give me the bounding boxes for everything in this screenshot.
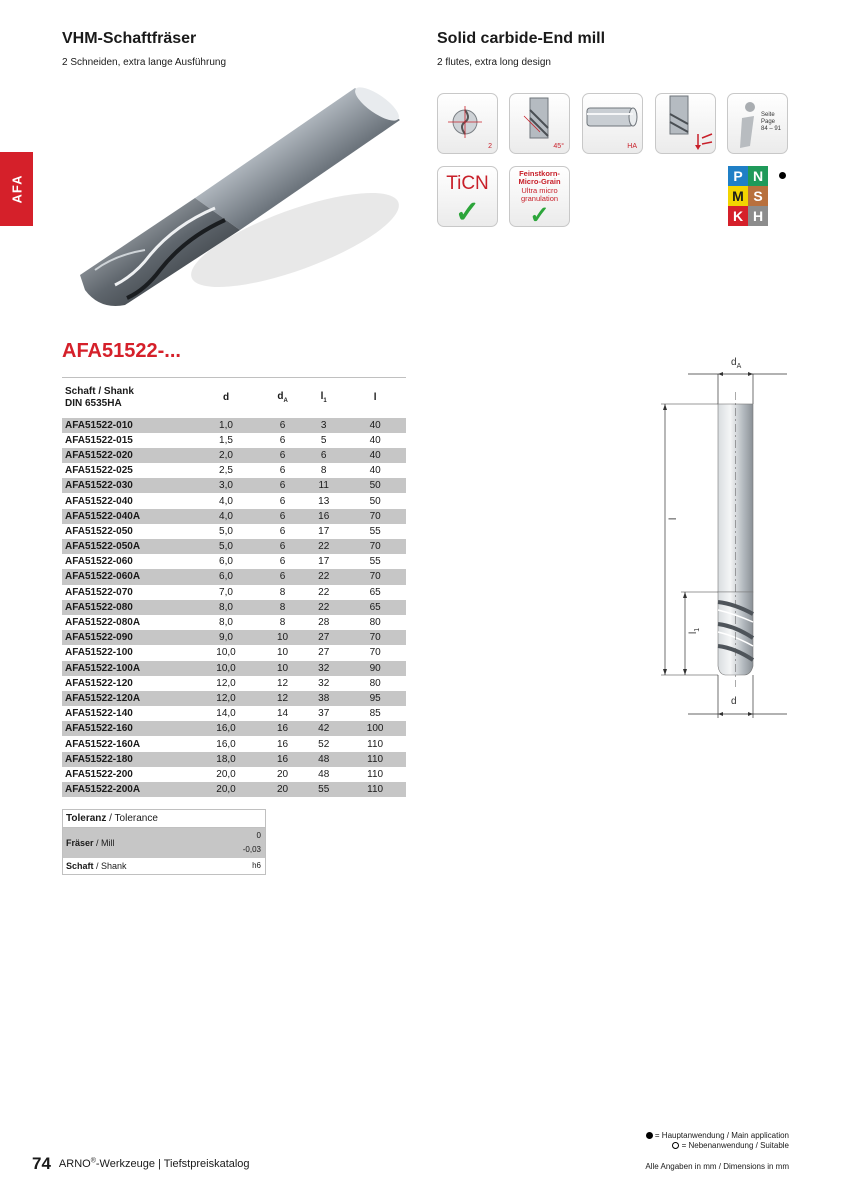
table-row — [62, 630, 406, 645]
footer-catalog: 74 ARNO®-Werkzeuge | Tiefstpreiskatalog — [32, 1154, 250, 1173]
cell-l: 85 — [369, 708, 381, 720]
cell-da: 16 — [262, 752, 303, 767]
cell-l1: 52 — [318, 738, 330, 750]
mill-upper-tolerance: 0 — [256, 831, 261, 840]
cell-l1: 3 — [303, 418, 344, 433]
tolerance-mill-row: Fräser / Mill 0 -0,03 — [63, 828, 265, 858]
cell-da: 12 — [277, 677, 289, 689]
cell-l1: 32 — [303, 661, 344, 676]
cell-code: AFA51522-100A — [62, 661, 190, 676]
cell-l1: 16 — [303, 509, 344, 524]
cell-da: 6 — [279, 525, 286, 537]
cell-da: 10 — [277, 647, 289, 659]
cell-code: AFA51522-120 — [65, 677, 133, 689]
subtitle-german: 2 Schneiden, extra lange Ausführung — [62, 57, 227, 68]
cell-code: AFA51522-140 — [65, 708, 133, 720]
cell-l1: 13 — [318, 495, 330, 507]
material-p: P — [728, 166, 748, 186]
dim-label-da: $d_A$ — [731, 357, 742, 370]
material-h: H — [748, 206, 788, 226]
legend — [646, 1131, 789, 1151]
check-icon: ✓ — [454, 196, 481, 227]
cell-code: AFA51522-080A — [65, 617, 141, 629]
cell-da: 6 — [262, 539, 303, 554]
cell-code: AFA51522-200 — [65, 768, 133, 780]
cell-l: 100 — [344, 721, 406, 736]
milling-direction-icon — [655, 93, 716, 154]
dim-label-l: l — [668, 517, 679, 520]
cell-da: 6 — [262, 569, 303, 584]
column-header-l1: $l_1$ — [303, 378, 344, 418]
material-groups — [728, 166, 788, 226]
column-header-l: l — [344, 378, 406, 418]
table-row — [62, 676, 406, 691]
cell-da: 8 — [279, 586, 286, 598]
cell-code: AFA51522-030 — [62, 478, 190, 493]
cell-l1: 6 — [303, 448, 344, 463]
filled-dot-icon — [646, 1132, 653, 1139]
cell-l1: 28 — [318, 617, 330, 629]
cell-code: AFA51522-080 — [62, 600, 190, 615]
cell-l: 110 — [367, 738, 384, 750]
material-k: K — [728, 206, 748, 226]
cell-da: 6 — [262, 418, 303, 433]
cell-l: 70 — [344, 630, 406, 645]
section-tab — [0, 152, 33, 226]
material-s: S — [748, 186, 788, 206]
table-row — [62, 448, 406, 463]
table-row — [62, 706, 406, 721]
table-row — [62, 585, 406, 600]
cell-da: 20 — [262, 782, 303, 797]
cell-l1: 17 — [318, 525, 330, 537]
cell-l: 110 — [344, 752, 406, 767]
article-number: AFA51522-... — [62, 340, 181, 362]
cell-code: AFA51522-050A — [62, 539, 190, 554]
tolerance-header: Toleranz / Tolerance — [63, 810, 265, 828]
cell-l: 80 — [369, 677, 381, 689]
dim-label-d: d — [731, 696, 737, 707]
cell-l: 50 — [344, 478, 406, 493]
cell-d: 6,0 — [219, 556, 233, 568]
table-row — [62, 554, 406, 569]
cell-l1: 37 — [318, 708, 330, 720]
cell-l: 70 — [369, 647, 381, 659]
cell-d: 12,0 — [190, 691, 262, 706]
cell-code: AFA51522-090 — [62, 630, 190, 645]
cell-d: 7,0 — [219, 586, 233, 598]
technical-drawing — [655, 352, 795, 732]
title-english: Solid carbide-End mill — [437, 30, 606, 47]
cell-d: 8,0 — [219, 617, 233, 629]
table-row — [62, 418, 406, 433]
table-row — [62, 782, 406, 797]
material-n: N — [748, 166, 788, 186]
material-m: M — [728, 186, 748, 206]
cell-da: 8 — [262, 600, 303, 615]
table-row — [62, 645, 406, 660]
cell-da: 6 — [279, 465, 286, 477]
column-header-d: d — [190, 378, 262, 418]
table-header-row — [62, 378, 406, 418]
table-row — [62, 524, 406, 539]
helix-angle-icon — [509, 93, 570, 154]
cell-d: 1,5 — [219, 434, 233, 446]
cell-d: 12,0 — [216, 677, 236, 689]
cell-d: 18,0 — [190, 752, 262, 767]
tolerance-shank-row: Schaft / Shank h6 — [66, 861, 261, 871]
cell-l: 70 — [344, 539, 406, 554]
subtitle-english: 2 flutes, extra long design — [437, 57, 551, 68]
end-mill-photo — [55, 80, 415, 320]
cell-l: 95 — [344, 691, 406, 706]
cell-d: 6,0 — [190, 569, 262, 584]
cell-l1: 22 — [318, 586, 330, 598]
table-row — [62, 736, 406, 751]
cell-da: 10 — [262, 661, 303, 676]
dim-label-l1: $l_1$ — [688, 627, 701, 634]
mill-lower-tolerance: -0,03 — [242, 845, 261, 854]
cell-d: 5,0 — [190, 539, 262, 554]
cell-l1: 22 — [303, 539, 344, 554]
table-row — [62, 600, 406, 615]
shank-tolerance: h6 — [252, 861, 261, 870]
cell-l1: 42 — [303, 721, 344, 736]
legend-suitable: = Nebenanwendung / Suitable — [646, 1141, 789, 1151]
cell-da: 16 — [277, 738, 289, 750]
helix-angle-caption: 45° — [553, 143, 564, 150]
section-tab-label: AFA — [9, 174, 24, 204]
tolerance-table — [62, 809, 266, 875]
legend-main: = Hauptanwendung / Main application — [646, 1131, 789, 1141]
cell-d: 9,0 — [190, 630, 262, 645]
table-row — [62, 539, 406, 554]
cell-l: 65 — [369, 586, 381, 598]
cell-l1: 22 — [303, 600, 344, 615]
footer-dimension-note: Alle Angaben in mm / Dimensions in mm — [645, 1162, 789, 1171]
cell-d: 2,0 — [190, 448, 262, 463]
column-header-shank: Schaft / Shank DIN 6535HA — [62, 378, 190, 418]
cell-code: AFA51522-060A — [62, 569, 190, 584]
column-header-da: $d_A$ — [262, 378, 303, 418]
cell-da: 10 — [262, 630, 303, 645]
cell-da: 8 — [279, 617, 286, 629]
cell-d: 10,0 — [190, 661, 262, 676]
title-german: VHM-Schaftfräser — [62, 30, 197, 47]
cell-l: 90 — [344, 661, 406, 676]
cell-l1: 48 — [318, 768, 330, 780]
cell-l1: 55 — [303, 782, 344, 797]
cell-code: AFA51522-050 — [65, 525, 133, 537]
table-row — [62, 509, 406, 524]
cell-d: 20,0 — [190, 782, 262, 797]
cell-code: AFA51522-020 — [62, 448, 190, 463]
shank-ha-caption: HA — [627, 143, 637, 150]
cell-code: AFA51522-160A — [65, 738, 141, 750]
cell-l: 55 — [369, 556, 381, 568]
cell-code: AFA51522-040 — [65, 495, 133, 507]
table-row — [62, 691, 406, 706]
cell-d: 4,0 — [190, 509, 262, 524]
cell-l: 70 — [344, 509, 406, 524]
cell-code: AFA51522-040A — [62, 509, 190, 524]
cell-code: AFA51522-025 — [65, 465, 133, 477]
cell-l1: 27 — [318, 647, 330, 659]
hollow-dot-icon — [672, 1142, 679, 1149]
cell-l: 55 — [369, 525, 381, 537]
ticn-label: TiCN — [446, 173, 489, 194]
cell-code: AFA51522-120A — [62, 691, 190, 706]
cell-da: 6 — [279, 556, 286, 568]
cell-code: AFA51522-200A — [62, 782, 190, 797]
cell-l1: 17 — [318, 556, 330, 568]
cell-l1: 11 — [303, 478, 344, 493]
cell-d: 3,0 — [190, 478, 262, 493]
cell-l: 40 — [369, 465, 381, 477]
cell-d: 2,5 — [219, 465, 233, 477]
cell-d: 14,0 — [216, 708, 236, 720]
cell-l1: 32 — [318, 677, 330, 689]
cell-da: 12 — [262, 691, 303, 706]
shank-ha-icon — [582, 93, 643, 154]
table-row — [62, 433, 406, 448]
cell-l: 110 — [367, 768, 384, 780]
table-body — [62, 418, 406, 798]
cell-da: 6 — [279, 495, 286, 507]
cell-da: 14 — [277, 708, 289, 720]
check-icon: ✓ — [529, 202, 550, 227]
table-row — [62, 615, 406, 630]
main-application-dot-icon — [779, 172, 786, 179]
cell-da: 16 — [262, 721, 303, 736]
cell-l: 80 — [369, 617, 381, 629]
table-row — [62, 767, 406, 782]
cell-l1: 38 — [303, 691, 344, 706]
cell-d: 5,0 — [219, 525, 233, 537]
cell-code: AFA51522-180 — [62, 752, 190, 767]
table-row — [62, 721, 406, 736]
cell-l: 40 — [369, 434, 381, 446]
cell-l: 40 — [344, 448, 406, 463]
cell-d: 10,0 — [216, 647, 236, 659]
cell-code: AFA51522-010 — [62, 418, 190, 433]
cell-code: AFA51522-070 — [65, 586, 133, 598]
flutes-icon — [437, 93, 498, 154]
cell-l: 50 — [369, 495, 381, 507]
cell-l1: 27 — [303, 630, 344, 645]
cell-l1: 8 — [320, 465, 327, 477]
micro-grain-icon: Feinstkorn- Micro-Grain Ultra micro granulation ✓ — [509, 166, 570, 227]
table-row — [62, 752, 406, 767]
table-row — [62, 478, 406, 493]
table-row — [62, 569, 406, 584]
cell-code: AFA51522-015 — [65, 434, 133, 446]
cell-d: 1,0 — [190, 418, 262, 433]
cell-l1: 22 — [303, 569, 344, 584]
cell-da: 6 — [279, 434, 286, 446]
table-row — [62, 463, 406, 478]
cell-code: AFA51522-160 — [62, 721, 190, 736]
cell-da: 6 — [262, 448, 303, 463]
cell-l1: 5 — [320, 434, 327, 446]
cell-l1: 48 — [303, 752, 344, 767]
cell-d: 16,0 — [190, 721, 262, 736]
cell-l: 70 — [344, 569, 406, 584]
flutes-caption: 2 — [488, 143, 492, 150]
cell-code: AFA51522-060 — [65, 556, 133, 568]
cell-da: 20 — [277, 768, 289, 780]
info-icon — [727, 93, 788, 154]
page-reference: Seite Page 84 – 91 — [761, 112, 782, 132]
dimension-table — [62, 377, 406, 797]
cell-l: 110 — [344, 782, 406, 797]
table-row — [62, 493, 406, 508]
cell-d: 8,0 — [190, 600, 262, 615]
ticn-coating-icon — [437, 166, 498, 227]
page-number: 74 — [32, 1154, 51, 1173]
cell-d: 20,0 — [216, 768, 236, 780]
cell-da: 6 — [262, 509, 303, 524]
cell-d: 16,0 — [216, 738, 236, 750]
table-row — [62, 661, 406, 676]
cell-code: AFA51522-100 — [65, 647, 133, 659]
cell-l: 40 — [344, 418, 406, 433]
cell-da: 6 — [262, 478, 303, 493]
cell-l: 65 — [344, 600, 406, 615]
cell-d: 4,0 — [219, 495, 233, 507]
